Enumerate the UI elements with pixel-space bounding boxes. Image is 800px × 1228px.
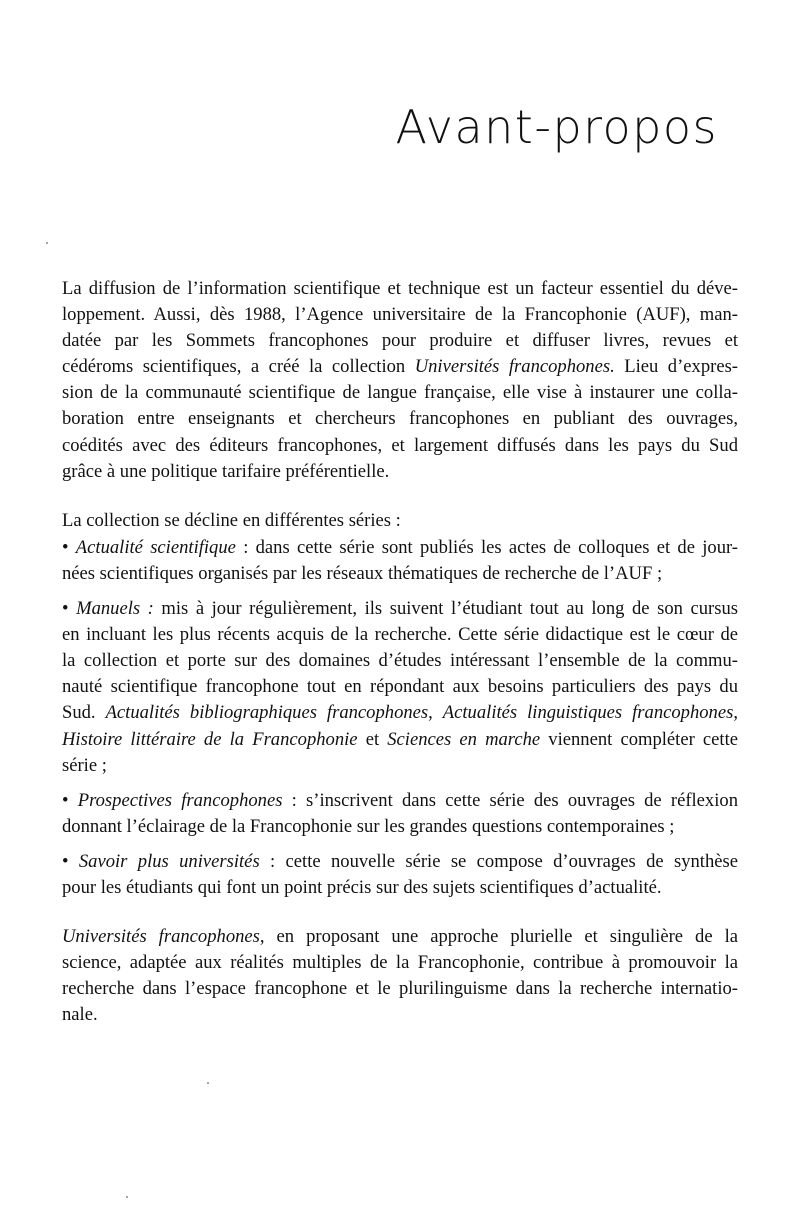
italic-text: Actualités linguistiques francophones bbox=[442, 702, 734, 724]
text-run: La collection se décline en différentes séries : bbox=[62, 509, 401, 531]
text-line bbox=[62, 753, 738, 779]
text-run: cédéroms scientifiques, a créé la collection bbox=[62, 356, 415, 378]
scan-speck bbox=[46, 242, 48, 244]
bullet-item bbox=[62, 535, 738, 587]
text-run: • bbox=[62, 850, 79, 872]
italic-text: Sciences en marche bbox=[387, 728, 541, 750]
bullet-item bbox=[62, 596, 738, 779]
text-line bbox=[62, 354, 738, 380]
text-run: recherche dans l’espace francophone et le plurilinguisme dans la recherche internatio- bbox=[62, 978, 738, 1000]
text-run: coédités avec des éditeurs francophones, et largement diffusés dans les pays du Sud bbox=[62, 434, 738, 456]
text-line bbox=[62, 508, 738, 534]
paragraph bbox=[62, 924, 738, 1028]
text-line bbox=[62, 406, 738, 432]
page-title: Avant-propos bbox=[395, 100, 718, 154]
italic-text: Prospectives francophones bbox=[77, 789, 283, 811]
text-run: • bbox=[62, 598, 77, 620]
text-run: donnant l’éclairage de la Francophonie sur les grandes questions contemporaines ; bbox=[62, 815, 675, 837]
block-gap bbox=[62, 840, 738, 849]
text-line bbox=[62, 875, 738, 901]
text-run: , bbox=[428, 702, 443, 724]
scan-speck bbox=[126, 1196, 128, 1198]
text-line bbox=[62, 622, 738, 648]
text-line bbox=[62, 302, 738, 328]
text-run: grâce à une politique tarifaire préférentielle. bbox=[62, 460, 390, 482]
text-run: en incluant les plus récents acquis de la recherche. Cette série didactique est le cœur de bbox=[62, 624, 738, 646]
text-run: nale. bbox=[62, 1004, 98, 1026]
text-run: loppement. Aussi, dès 1988, l’Agence universitaire de la Francophonie (AUF), man- bbox=[62, 304, 738, 326]
text-run: nauté scientifique francophone tout en répondant aux besoins particuliers des pays du bbox=[62, 676, 738, 698]
block-gap bbox=[62, 587, 738, 596]
text-line bbox=[62, 433, 738, 459]
text-line bbox=[62, 924, 738, 950]
text-run: • bbox=[62, 536, 76, 558]
text-run: Lieu d’expres- bbox=[614, 356, 738, 378]
block-gap bbox=[62, 779, 738, 788]
text-line bbox=[62, 276, 738, 302]
text-line bbox=[62, 976, 738, 1002]
italic-text: Actualité scientifique bbox=[75, 536, 236, 558]
text-run: Sud. bbox=[62, 702, 106, 724]
text-line bbox=[62, 459, 738, 485]
text-run: nées scientifiques organisés par les réseaux thématiques de recherche de l’AUF ; bbox=[62, 562, 663, 584]
text-run: mis à jour régulièrement, ils suivent l’étudiant tout au long de son cursus bbox=[153, 598, 738, 620]
italic-text: Universités francophones bbox=[62, 926, 260, 948]
text-line bbox=[62, 727, 738, 753]
scan-speck bbox=[207, 1082, 209, 1084]
text-line bbox=[62, 674, 738, 700]
text-run: La diffusion de l’information scientifique et technique est un facteur essentiel du déve- bbox=[62, 278, 738, 299]
bullet-item bbox=[62, 849, 738, 901]
text-run: science, adaptée aux réalités multiples de la Francophonie, contribue à promouvoir la bbox=[62, 952, 738, 974]
italic-text: Manuels : bbox=[76, 598, 154, 620]
paragraph bbox=[62, 276, 738, 485]
text-run: sion de la communauté scientifique de langue française, elle vise à instaurer une colla- bbox=[62, 382, 738, 404]
text-run: , bbox=[733, 702, 739, 724]
text-line bbox=[62, 596, 738, 622]
text-run: • bbox=[62, 789, 78, 811]
text-line bbox=[62, 814, 738, 840]
text-line bbox=[62, 950, 738, 976]
paragraph bbox=[62, 508, 738, 534]
text-run: : s’inscrivent dans cette série des ouvrages de réflexion bbox=[282, 789, 738, 811]
text-run: série ; bbox=[62, 754, 107, 776]
italic-text: Actualités bibliographiques francophones bbox=[105, 702, 429, 724]
text-line bbox=[62, 1002, 738, 1028]
text-line bbox=[62, 535, 738, 561]
text-run: datée par les Sommets francophones pour produire et diffuser livres, revues et bbox=[62, 330, 738, 352]
text-run: viennent compléter cette bbox=[540, 728, 739, 750]
block-gap bbox=[62, 901, 738, 924]
text-line bbox=[62, 788, 738, 814]
italic-text: Savoir plus universités bbox=[78, 850, 260, 872]
text-run: la collection et porte sur des domaines d’études intéressant l’ensemble de la commu- bbox=[62, 650, 738, 672]
text-run: pour les étudiants qui font un point précis sur des sujets scientifiques d’actualité. bbox=[62, 876, 662, 898]
block-gap bbox=[62, 485, 738, 508]
text-run: et bbox=[357, 728, 388, 750]
text-line bbox=[62, 849, 738, 875]
italic-text: Universités francophones. bbox=[414, 356, 615, 378]
text-line bbox=[62, 648, 738, 674]
text-run: , en proposant une approche plurielle et singulière de la bbox=[259, 926, 738, 948]
text-run: : dans cette série sont publiés les actes de colloques et de jour- bbox=[235, 536, 738, 558]
text-run: : cette nouvelle série se compose d’ouvrages de synthèse bbox=[259, 850, 738, 872]
document-body bbox=[62, 276, 738, 1028]
text-line bbox=[62, 328, 738, 354]
text-run: boration entre enseignants et chercheurs francophones en publiant des ouvrages, bbox=[62, 408, 738, 430]
text-line bbox=[62, 380, 738, 406]
text-line bbox=[62, 561, 738, 587]
italic-text: Histoire littéraire de la Francophonie bbox=[62, 728, 358, 750]
text-line bbox=[62, 700, 738, 726]
bullet-item bbox=[62, 788, 738, 840]
